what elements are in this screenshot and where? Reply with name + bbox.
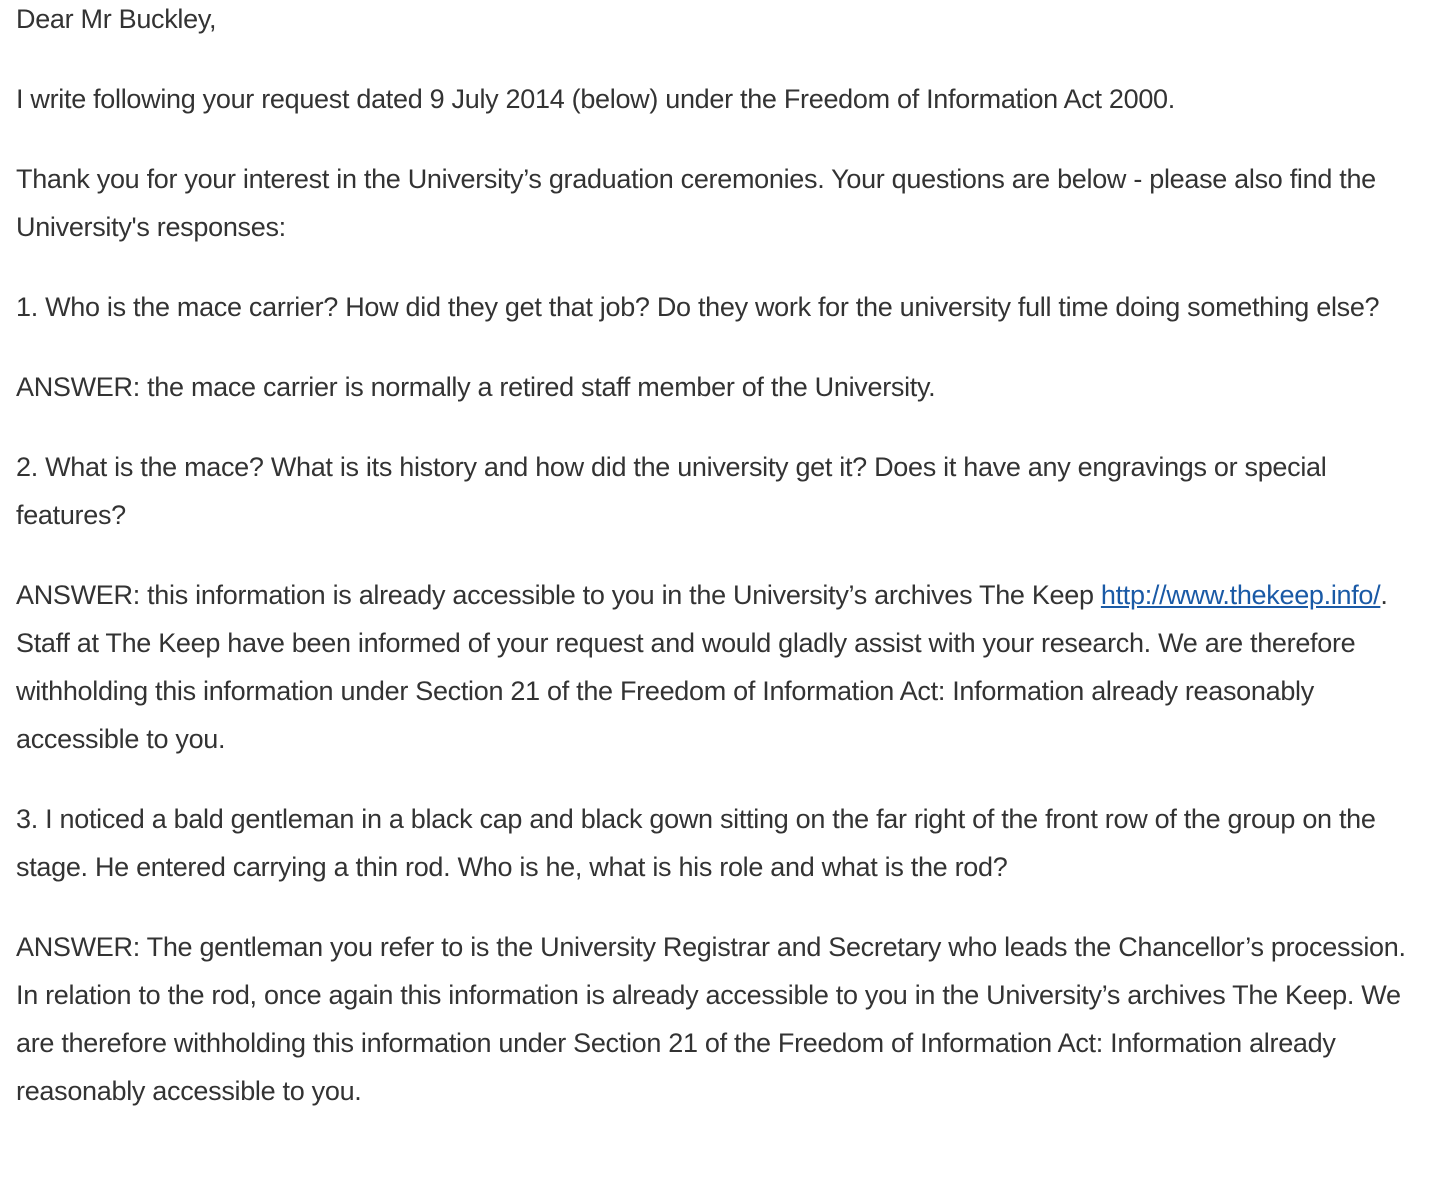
thekeep-link[interactable]: http://www.thekeep.info/ bbox=[1100, 580, 1381, 610]
question-1: 1. Who is the mace carrier? How did they get that job? Do they work for the university full time doing something else? bbox=[16, 292, 1380, 322]
answer-1: ANSWER: the mace carrier is normally a retired staff member of the University. bbox=[16, 372, 936, 402]
intro-paragraph: I write following your request dated 9 July 2014 (below) under the Freedom of Information Act 2000. bbox=[16, 84, 1175, 114]
question-2: 2. What is the mace? What is its history and how did the university get it? Does it have any engravings or special features? bbox=[16, 452, 1327, 530]
answer-3: ANSWER: The gentleman you refer to is the University Registrar and Secretary who leads the Chancellor’s procession. In relation to the rod, once again this information is already accessible to you in the University’s archives The Keep. We are therefore withholding this information under Section 21 of the Freedom of Information Act: Information already reasonably accessible to you. bbox=[16, 932, 1406, 1106]
answer-2-prefix: ANSWER: this information is already accessible to you in the University’s archives The Keep bbox=[16, 580, 1101, 610]
answer-2-suffix: . Staff at The Keep have been informed of your request and would gladly assist with your research. We are therefore withholding this information under Section 21 of the Freedom of Information Act: Information already reasonably accessible to you. bbox=[16, 580, 1388, 754]
salutation: Dear Mr Buckley, bbox=[16, 4, 217, 34]
answer-2 bbox=[16, 571, 1432, 763]
thanks-paragraph: Thank you for your interest in the University’s graduation ceremonies. Your questions are below - please also find the University's responses: bbox=[16, 164, 1376, 242]
question-3: 3. I noticed a bald gentleman in a black cap and black gown sitting on the far right of the front row of the group on the stage. He entered carrying a thin rod. Who is he, what is his role and what is the rod? bbox=[16, 804, 1376, 882]
